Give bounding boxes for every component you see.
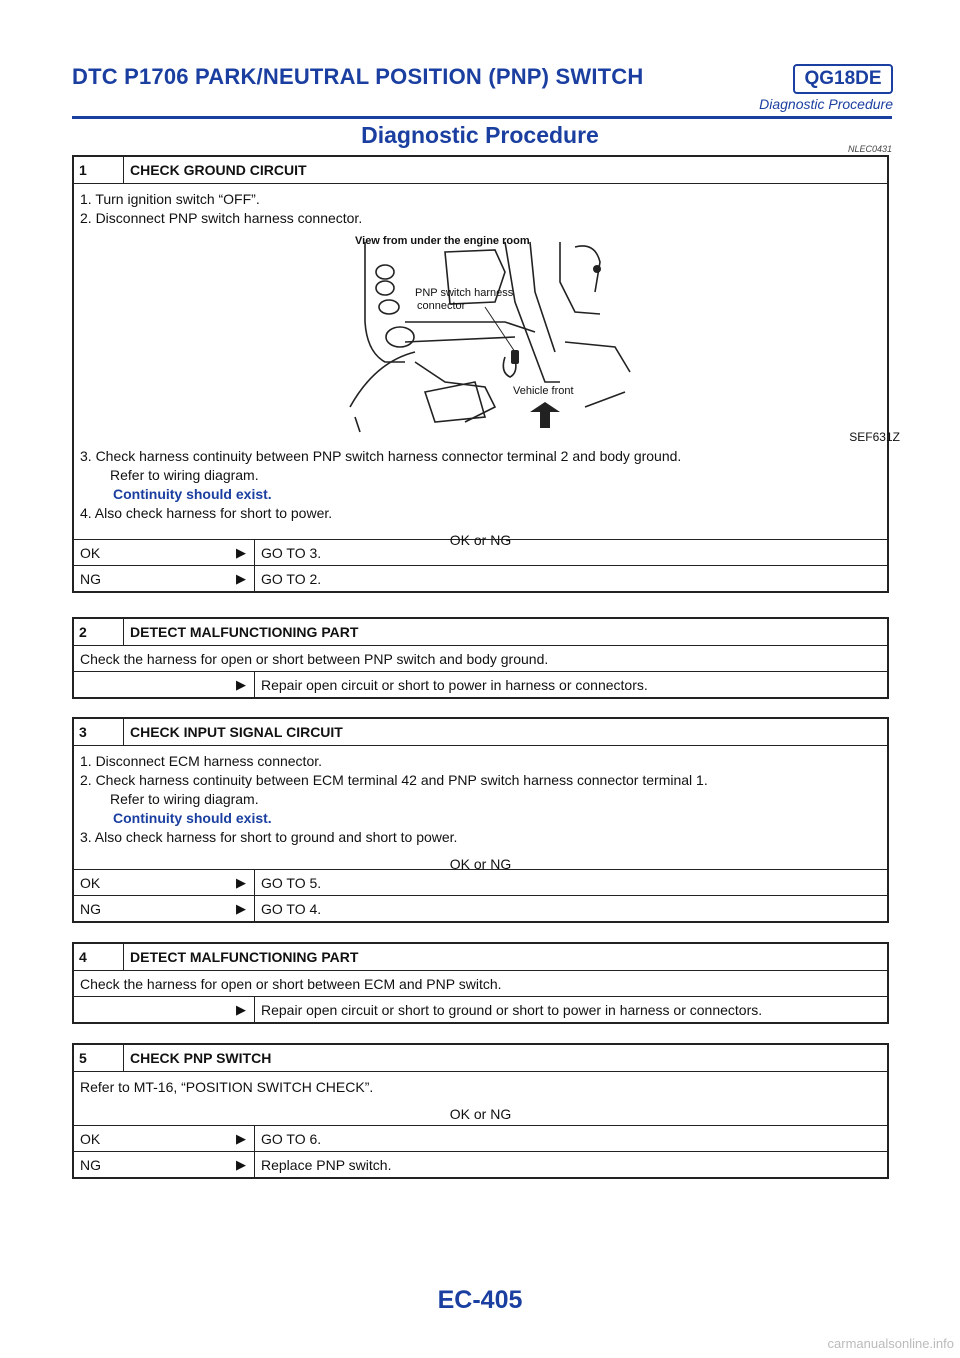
step-title: DETECT MALFUNCTIONING PART [130,949,359,965]
watermark: carmanualsonline.info [827,1336,954,1351]
step-number: 3 [74,719,124,745]
step-title: DETECT MALFUNCTIONING PART [130,624,359,640]
result-key: NG [80,1157,101,1173]
ok-or-ng-label: OK or NG [449,1106,512,1122]
result-row [74,671,887,697]
step-body [74,1071,887,1125]
result-key: OK [80,875,101,891]
result-key: NG [80,901,101,917]
engine-room-illustration [345,232,635,437]
figure-label-connector: PNP switch harness [415,287,514,299]
page-number: EC-405 [437,1286,523,1314]
header-divider [72,116,892,119]
ok-or-ng-label: OK or NG [449,856,512,872]
step-number: 1 [74,157,124,183]
step-header [74,157,887,183]
result-value: Repair open circuit or short to power in harness or connectors. [254,672,887,697]
step-title: CHECK PNP SWITCH [130,1050,272,1066]
step-body [74,970,887,996]
step-line: 1. Disconnect ECM harness connector. [80,753,323,769]
step-header [74,1045,887,1071]
step-line: 3. Also check harness for short to ground and short to power. [80,829,458,845]
step-1-table [72,155,900,593]
result-row [74,539,887,565]
step-header [74,944,887,970]
step-line: 2. Check harness continuity between ECM terminal 42 and PNP switch harness connector terminal 1. [80,772,708,788]
result-row [74,1151,887,1177]
step-number: 2 [74,619,124,645]
arrow-icon: ▶ [236,1131,246,1146]
step-line: 4. Also check harness for short to power. [80,505,333,521]
section-title: Diagnostic Procedure [361,122,599,148]
figure-label-top: View from under the engine room [355,235,530,247]
result-row [74,869,887,895]
figure-label-front: Vehicle front [513,385,574,397]
step-expected: Continuity should exist. [113,810,272,826]
result-row [74,1125,887,1151]
arrow-icon: ▶ [236,677,246,692]
arrow-icon: ▶ [236,571,246,586]
result-value: GO TO 4. [254,896,887,921]
step-expected: Continuity should exist. [113,486,272,502]
step-body [74,183,900,548]
arrow-icon: ▶ [236,1157,246,1172]
step-line: 2. Disconnect PNP switch harness connector. [80,210,363,226]
result-value: GO TO 5. [254,870,887,895]
step-line: Check the harness for open or short between PNP switch and body ground. [80,651,549,667]
arrow-icon: ▶ [236,901,246,916]
step-title: CHECK GROUND CIRCUIT [130,162,307,178]
arrow-icon: ▶ [236,875,246,890]
step-line: Refer to MT-16, “POSITION SWITCH CHECK”. [80,1079,374,1095]
connector-figure [80,232,900,447]
step-5-table [72,1043,889,1179]
arrow-icon: ▶ [236,545,246,560]
step-number: 5 [74,1045,124,1071]
step-line: 1. Turn ignition switch “OFF”. [80,191,260,207]
result-key: OK [80,545,101,561]
figure-label-connector-2: connector [417,300,466,312]
result-row [74,895,887,921]
result-value: GO TO 2. [254,566,887,591]
result-value: GO TO 3. [254,540,887,565]
step-4-table [72,942,889,1024]
result-key: NG [80,571,101,587]
page-header-subtitle: Diagnostic Procedure [759,96,893,112]
arrow-icon: ▶ [236,1002,246,1017]
result-key: OK [80,1131,101,1147]
step-number: 4 [74,944,124,970]
engine-badge: QG18DE [793,64,893,94]
page-header-title: DTC P1706 PARK/NEUTRAL POSITION (PNP) SWITCH [72,64,644,89]
result-row [74,565,887,591]
step-header [74,619,887,645]
result-value: Replace PNP switch. [254,1152,887,1177]
figure-code: SEF631Z [849,430,900,444]
step-2-table [72,617,889,699]
section-code: NLEC0431 [847,144,892,154]
step-line: 3. Check harness continuity between PNP switch harness connector terminal 2 and body ground. [80,448,682,464]
step-title: CHECK INPUT SIGNAL CIRCUIT [130,724,343,740]
step-reference: Refer to wiring diagram. [110,791,259,807]
step-3-table [72,717,889,923]
result-value: GO TO 6. [254,1126,887,1151]
result-value: Repair open circuit or short to ground or short to power in harness or connectors. [254,997,887,1022]
ok-or-ng-label: OK or NG [449,532,512,548]
step-line: Check the harness for open or short between ECM and PNP switch. [80,976,502,992]
step-reference: Refer to wiring diagram. [110,467,259,483]
step-header [74,719,887,745]
step-body [74,645,887,671]
result-row [74,996,887,1022]
step-body [74,745,887,872]
